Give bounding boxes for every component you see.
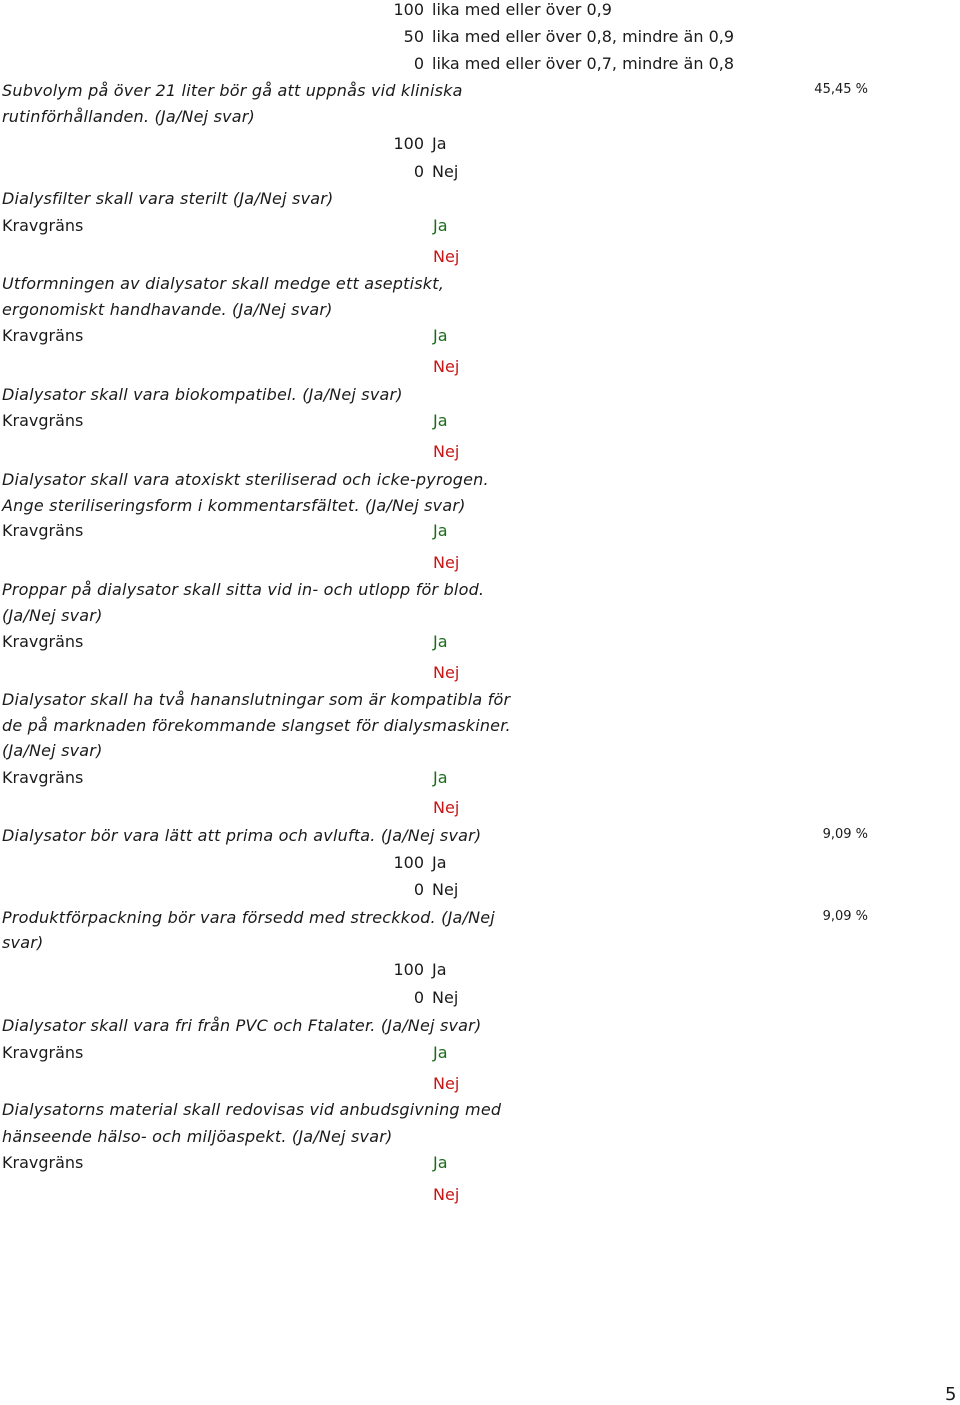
answer-nej: Nej bbox=[433, 553, 460, 572]
score-line: 0 Nej bbox=[413, 988, 459, 1007]
answer-ja: Ja bbox=[433, 411, 448, 430]
score-line: 100 lika med eller över 0,9 bbox=[393, 0, 612, 19]
question-text: hänseende hälso- och miljöaspekt. (Ja/Nej svar) bbox=[2, 1127, 393, 1146]
kravgrans-label: Kravgräns bbox=[2, 216, 84, 235]
question-text: svar) bbox=[2, 933, 44, 952]
score-line: 100 Ja bbox=[393, 853, 447, 872]
answer-nej: Nej bbox=[433, 663, 460, 682]
answer-ja: Ja bbox=[433, 1043, 448, 1062]
question-text: Dialysatorns material skall redovisas vid anbudsgivning med bbox=[2, 1100, 502, 1119]
question-text: Subvolym på över 21 liter bör gå att uppnås vid kliniska bbox=[2, 81, 463, 100]
question-text: Dialysator skall vara atoxiskt steriliserad och icke-pyrogen. bbox=[2, 470, 489, 489]
score-line: 50 lika med eller över 0,8, mindre än 0,9 bbox=[403, 27, 735, 46]
question-text: Dialysator skall vara fri från PVC och Ftalater. (Ja/Nej svar) bbox=[2, 1016, 482, 1035]
question-text: rutinförhållanden. (Ja/Nej svar) bbox=[2, 107, 256, 126]
answer-ja: Ja bbox=[433, 632, 448, 651]
weight-percent: 45,45 % bbox=[814, 82, 868, 97]
answer-nej: Nej bbox=[433, 247, 460, 266]
score-line: 0 Nej bbox=[413, 162, 459, 181]
question-text: ergonomiskt handhavande. (Ja/Nej svar) bbox=[2, 300, 333, 319]
answer-ja: Ja bbox=[433, 768, 448, 787]
answer-nej: Nej bbox=[433, 357, 460, 376]
question-text: Utformningen av dialysator skall medge ett aseptiskt, bbox=[2, 274, 445, 293]
kravgrans-label: Kravgräns bbox=[2, 521, 84, 540]
kravgrans-label: Kravgräns bbox=[2, 326, 84, 345]
question-text: Ange steriliseringsform i kommentarsfältet. (Ja/Nej svar) bbox=[2, 496, 466, 515]
weight-percent: 9,09 % bbox=[822, 909, 868, 924]
answer-nej: Nej bbox=[433, 798, 460, 817]
question-text: Dialysator skall vara biokompatibel. (Ja/Nej svar) bbox=[2, 385, 403, 404]
kravgrans-label: Kravgräns bbox=[2, 632, 84, 651]
score-line: 0 lika med eller över 0,7, mindre än 0,8 bbox=[413, 54, 735, 73]
weight-percent: 9,09 % bbox=[822, 827, 868, 842]
answer-ja: Ja bbox=[433, 521, 448, 540]
kravgrans-label: Kravgräns bbox=[2, 1043, 84, 1062]
answer-nej: Nej bbox=[433, 442, 460, 461]
question-text: Dialysator bör vara lätt att prima och avlufta. (Ja/Nej svar) bbox=[2, 826, 482, 845]
kravgrans-label: Kravgräns bbox=[2, 1153, 84, 1172]
score-line: 100 Ja bbox=[393, 960, 447, 979]
score-line: 100 Ja bbox=[393, 134, 447, 153]
answer-ja: Ja bbox=[433, 216, 448, 235]
question-text: Dialysfilter skall vara sterilt (Ja/Nej svar) bbox=[2, 189, 334, 208]
page-number: 5 bbox=[945, 1384, 957, 1405]
question-text: Produktförpackning bör vara försedd med streckkod. (Ja/Nej bbox=[2, 908, 495, 927]
answer-nej: Nej bbox=[433, 1185, 460, 1204]
answer-ja: Ja bbox=[433, 326, 448, 345]
question-text: (Ja/Nej svar) bbox=[2, 606, 103, 625]
question-text: Dialysator skall ha två hananslutningar som är kompatibla för bbox=[2, 690, 511, 709]
kravgrans-label: Kravgräns bbox=[2, 768, 84, 787]
question-text: (Ja/Nej svar) bbox=[2, 741, 103, 760]
kravgrans-label: Kravgräns bbox=[2, 411, 84, 430]
score-line: 0 Nej bbox=[413, 880, 459, 899]
answer-ja: Ja bbox=[433, 1153, 448, 1172]
question-text: Proppar på dialysator skall sitta vid in- och utlopp för blod. bbox=[2, 580, 485, 599]
answer-nej: Nej bbox=[433, 1074, 460, 1093]
question-text: de på marknaden förekommande slangset för dialysmaskiner. bbox=[2, 716, 511, 735]
